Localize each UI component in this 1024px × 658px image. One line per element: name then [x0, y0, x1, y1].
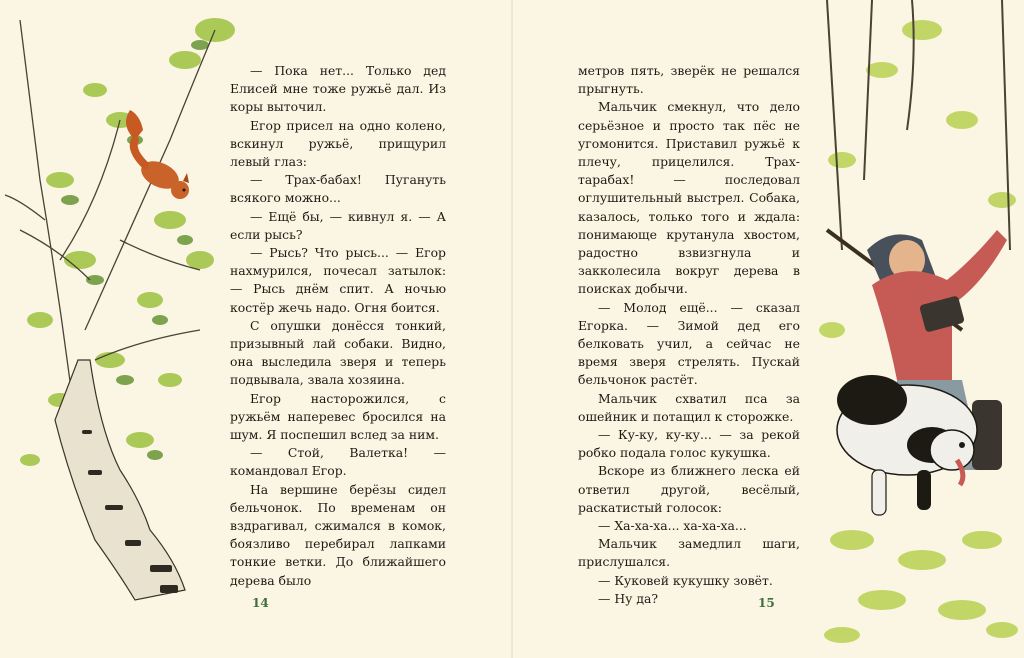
squirrel-icon [126, 110, 189, 199]
paragraph-continuation: метров пять, зверёк не решался прыгнуть. [578, 63, 800, 97]
birch-trunk [55, 360, 185, 600]
paragraph: — Ха-ха-ха... ха-ха-ха... [598, 518, 747, 534]
paragraph: — Куковей кукушку зовёт. [598, 572, 773, 588]
book-gutter [511, 0, 513, 658]
paragraph: — Трах-бабах! Пугануть всякого можно... [230, 172, 446, 206]
paragraph: — Молод ещё... — сказал Егорка. — Зимой дед его белковать учил, а сейчас не время зверя стрелять. Пускай бельчонок растёт. [578, 299, 800, 388]
paragraph: Егор насторожился, с ружьём наперевес бросился на шум. Я поспешил вслед за ним. [230, 390, 446, 443]
birch-foliage [20, 18, 235, 506]
paragraph: На вершине берёзы сидел бельчонок. По временам он вздрагивал, сжимался в комок, боязливо перебирал лапками тонкие ветки. До ближайшего дерева было [230, 481, 446, 588]
paragraph: — Ку-ку, ку-ку... — за рекой робко подала голос кукушка. [578, 427, 800, 461]
paragraph: Мальчик смекнул, что дело серьёзное и просто так пёс не угомонится. Приставил ружьё к плечу, прицелился. Трах-тарабах! — последовал оглушительный выстрел. Собака, казалось, только того и ждала: понимающе крутанула хвостом, радостно взвизгнула и закколесила вокруг дерева в поисках добычи. [578, 99, 800, 297]
paragraph: — Ещё бы, — кивнул я. — А если рысь? [230, 208, 446, 242]
paragraph: Мальчик схватил пса за ошейник и потащил к сторожке. [578, 390, 800, 424]
boy-and-dog-illustration [812, 0, 1024, 658]
paragraph: — Рысь? Что рысь... — Егор нахмурился, почесал затылок: — Рысь днём спит. А ночью костёр жечь надо. Огня боится. [230, 245, 446, 315]
paragraph: Егор присел на одно колено, вскинул ружьё, прищурил левый глаз: [230, 117, 446, 170]
paragraph: — Пока нет... Только дед Елисей мне тоже ружьё дал. Из коры выточил. [230, 63, 446, 115]
birch-squirrel-illustration [0, 0, 240, 658]
page-number-right: 15 [758, 596, 775, 610]
paragraph: Вскоре из ближнего леска ей ответил другой, весёлый, раскатистый голосок: [578, 463, 800, 515]
left-page-text [230, 62, 446, 590]
paragraph: С опушки донёсся тонкий, призывный лай собаки. Видно, она выследила зверя и теперь подвывала, звала хозяина. [230, 317, 446, 388]
right-page-text [578, 62, 800, 608]
paragraph: — Стой, Валетка! — командовал Егор. [230, 445, 446, 479]
paragraph: — Ну да? [598, 590, 659, 606]
page-number-left: 14 [252, 596, 269, 610]
paragraph: Мальчик замедлил шаги, прислушался. [578, 536, 800, 570]
